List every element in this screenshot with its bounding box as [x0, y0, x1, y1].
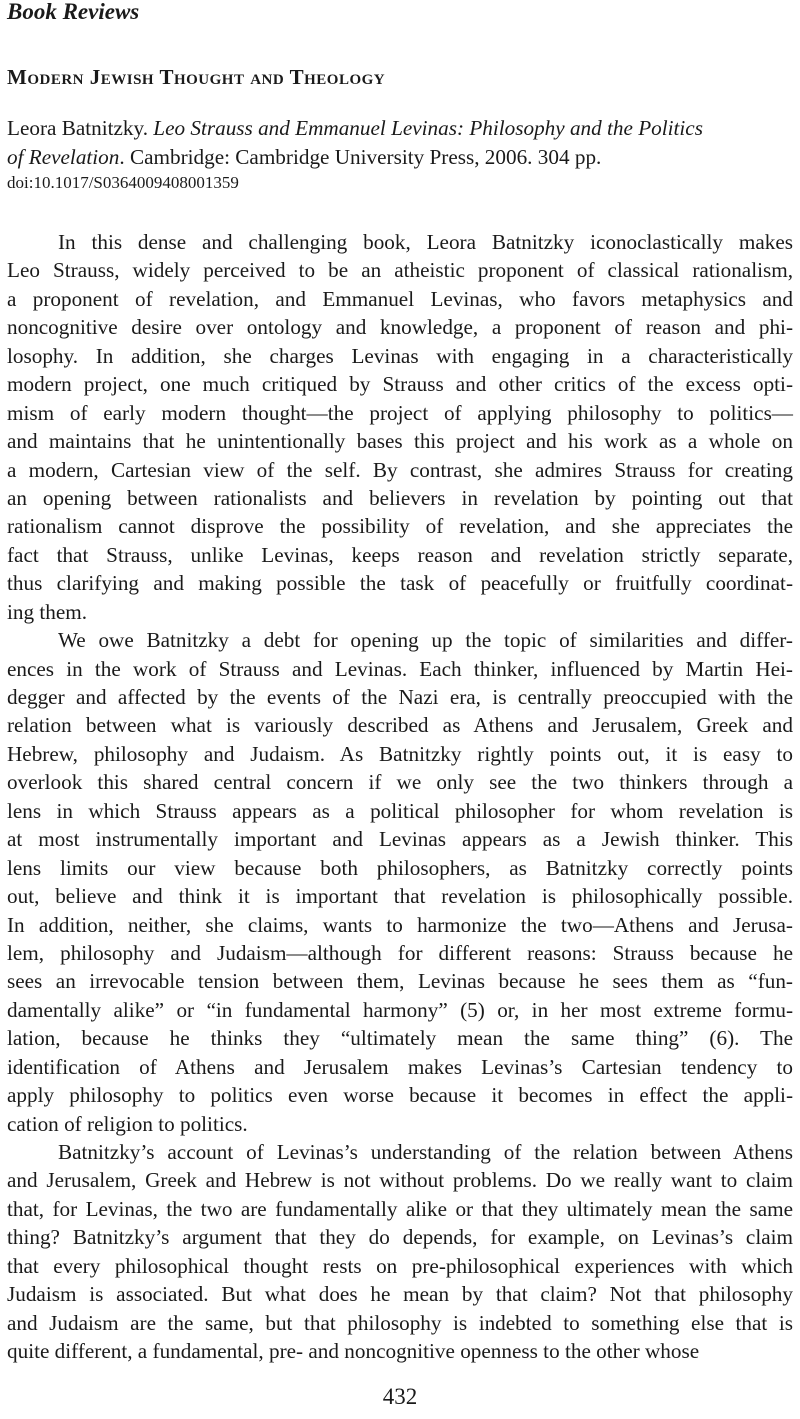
text-line: damentally alike” or “in fundamental harmony” (5) or, in her most extreme formu- [7, 997, 793, 1022]
text-line: Hebrew, philosophy and Judaism. As Batnitzky rightly points out, it is easy to [7, 741, 793, 766]
book-citation [7, 114, 793, 195]
citation-doi: doi:10.1017/S0364009408001359 [7, 173, 239, 192]
text-line: and Judaism are the same, but that philosophy is indebted to something else that is [7, 1310, 793, 1335]
section-title: Modern Jewish Thought and Theology [7, 65, 386, 89]
text-line: lem, philosophy and Judaism—although for different reasons: Strauss because he [7, 940, 793, 965]
text-line: Leo Strauss, widely perceived to be an atheistic proponent of classical rationalism, [7, 258, 793, 283]
text-line: fact that Strauss, unlike Levinas, keeps reason and revelation strictly separate, [7, 542, 793, 567]
text-line: thus clarifying and making possible the task of peacefully or fruitfully coordinat- [7, 571, 793, 596]
text-line: at most instrumentally important and Levinas appears as a Jewish thinker. This [7, 827, 793, 852]
citation-title-part-2: of Revelation [7, 144, 120, 169]
text-line: We owe Batnitzky a debt for opening up the topic of similarities and differ- [58, 628, 793, 653]
text-line: ing them. [7, 599, 88, 624]
text-line: modern project, one much critiqued by Strauss and other critics of the excess opti- [7, 372, 793, 397]
text-line: and Jerusalem, Greek and Hebrew is not without problems. Do we really want to claim [7, 1168, 793, 1193]
text-line: identification of Athens and Jerusalem makes Levinas’s Cartesian tendency to [7, 1054, 793, 1079]
text-line: overlook this shared central concern if we only see the two thinkers through a [7, 770, 793, 795]
text-line: out, believe and think it is important that revelation is philosophically possible. [7, 884, 793, 909]
citation-line-1 [7, 114, 793, 143]
text-line: degger and affected by the events of the Nazi era, is centrally preoccupied with the [7, 685, 793, 709]
text-line: relation between what is variously described as Athens and Jerusalem, Greek and [7, 713, 793, 738]
text-line: cation of religion to politics. [7, 1111, 248, 1136]
citation-author: Leora Batnitzky. [7, 116, 154, 140]
text-line: apply philosophy to politics even worse because it becomes in effect the appli- [7, 1083, 793, 1108]
text-line: mism of early modern thought—the project of applying philosophy to politics— [7, 400, 793, 425]
citation-publication: . Cambridge: Cambridge University Press, 2006. 304 pp. [119, 144, 602, 169]
running-head: Book Reviews [7, 0, 140, 24]
page-number: 432 [382, 1384, 418, 1409]
text-line: Judaism is associated. But what does he mean by that claim? Not that philosophy [7, 1282, 793, 1307]
text-line: In addition, neither, she claims, wants to harmonize the two—Athens and Jerusa- [7, 912, 793, 937]
text-line: rationalism cannot disprove the possibility of revelation, and she appreciates the [7, 514, 793, 539]
text-line: ences in the work of Strauss and Levinas. Each thinker, influenced by Martin Hei- [7, 656, 793, 681]
text-line: and maintains that he unintentionally bases this project and his work as a whole on [7, 429, 793, 454]
review-paragraph [7, 1138, 793, 1366]
review-paragraph [7, 626, 793, 1138]
text-line: Batnitzky’s account of Levinas’s understanding of the relation between Athens [58, 1140, 793, 1164]
text-line: an opening between rationalists and believers in revelation by pointing out that [7, 485, 793, 510]
citation-line-2 [7, 143, 793, 172]
text-line: quite different, a fundamental, pre- and noncognitive openness to the other whose [7, 1339, 700, 1364]
text-line: losophy. In addition, she charges Levinas with engaging in a characteristically [7, 343, 793, 368]
text-line: that every philosophical thought rests on pre-philosophical experiences with which [7, 1253, 793, 1278]
text-line: sees an irrevocable tension between them, Levinas because he sees them as “fun- [7, 969, 793, 994]
page [7, 0, 793, 1366]
text-line: that, for Levinas, the two are fundamentally alike or that they ultimately mean the same [7, 1196, 793, 1221]
citation-title-part-1: Leo Strauss and Emmanuel Levinas: Philosophy and the Politics [153, 116, 703, 140]
text-line: lens limits our view because both philosophers, as Batnitzky correctly points [7, 855, 793, 880]
text-line: a proponent of revelation, and Emmanuel Levinas, who favors metaphysics and [7, 286, 793, 311]
text-line: In this dense and challenging book, Leora Batnitzky iconoclastically makes [58, 230, 793, 254]
review-paragraph [7, 228, 793, 626]
text-line: lens in which Strauss appears as a political philosopher for whom revelation is [7, 798, 793, 823]
text-line: lation, because he thinks they “ultimately mean the same thing” (6). The [7, 1026, 793, 1051]
text-line: thing? Batnitzky’s argument that they do depends, for example, on Levinas’s claim [7, 1225, 793, 1250]
text-line: noncognitive desire over ontology and knowledge, a proponent of reason and phi- [7, 315, 793, 340]
review-body [7, 228, 793, 1366]
text-line: a modern, Cartesian view of the self. By contrast, she admires Strauss for creating [7, 457, 793, 482]
